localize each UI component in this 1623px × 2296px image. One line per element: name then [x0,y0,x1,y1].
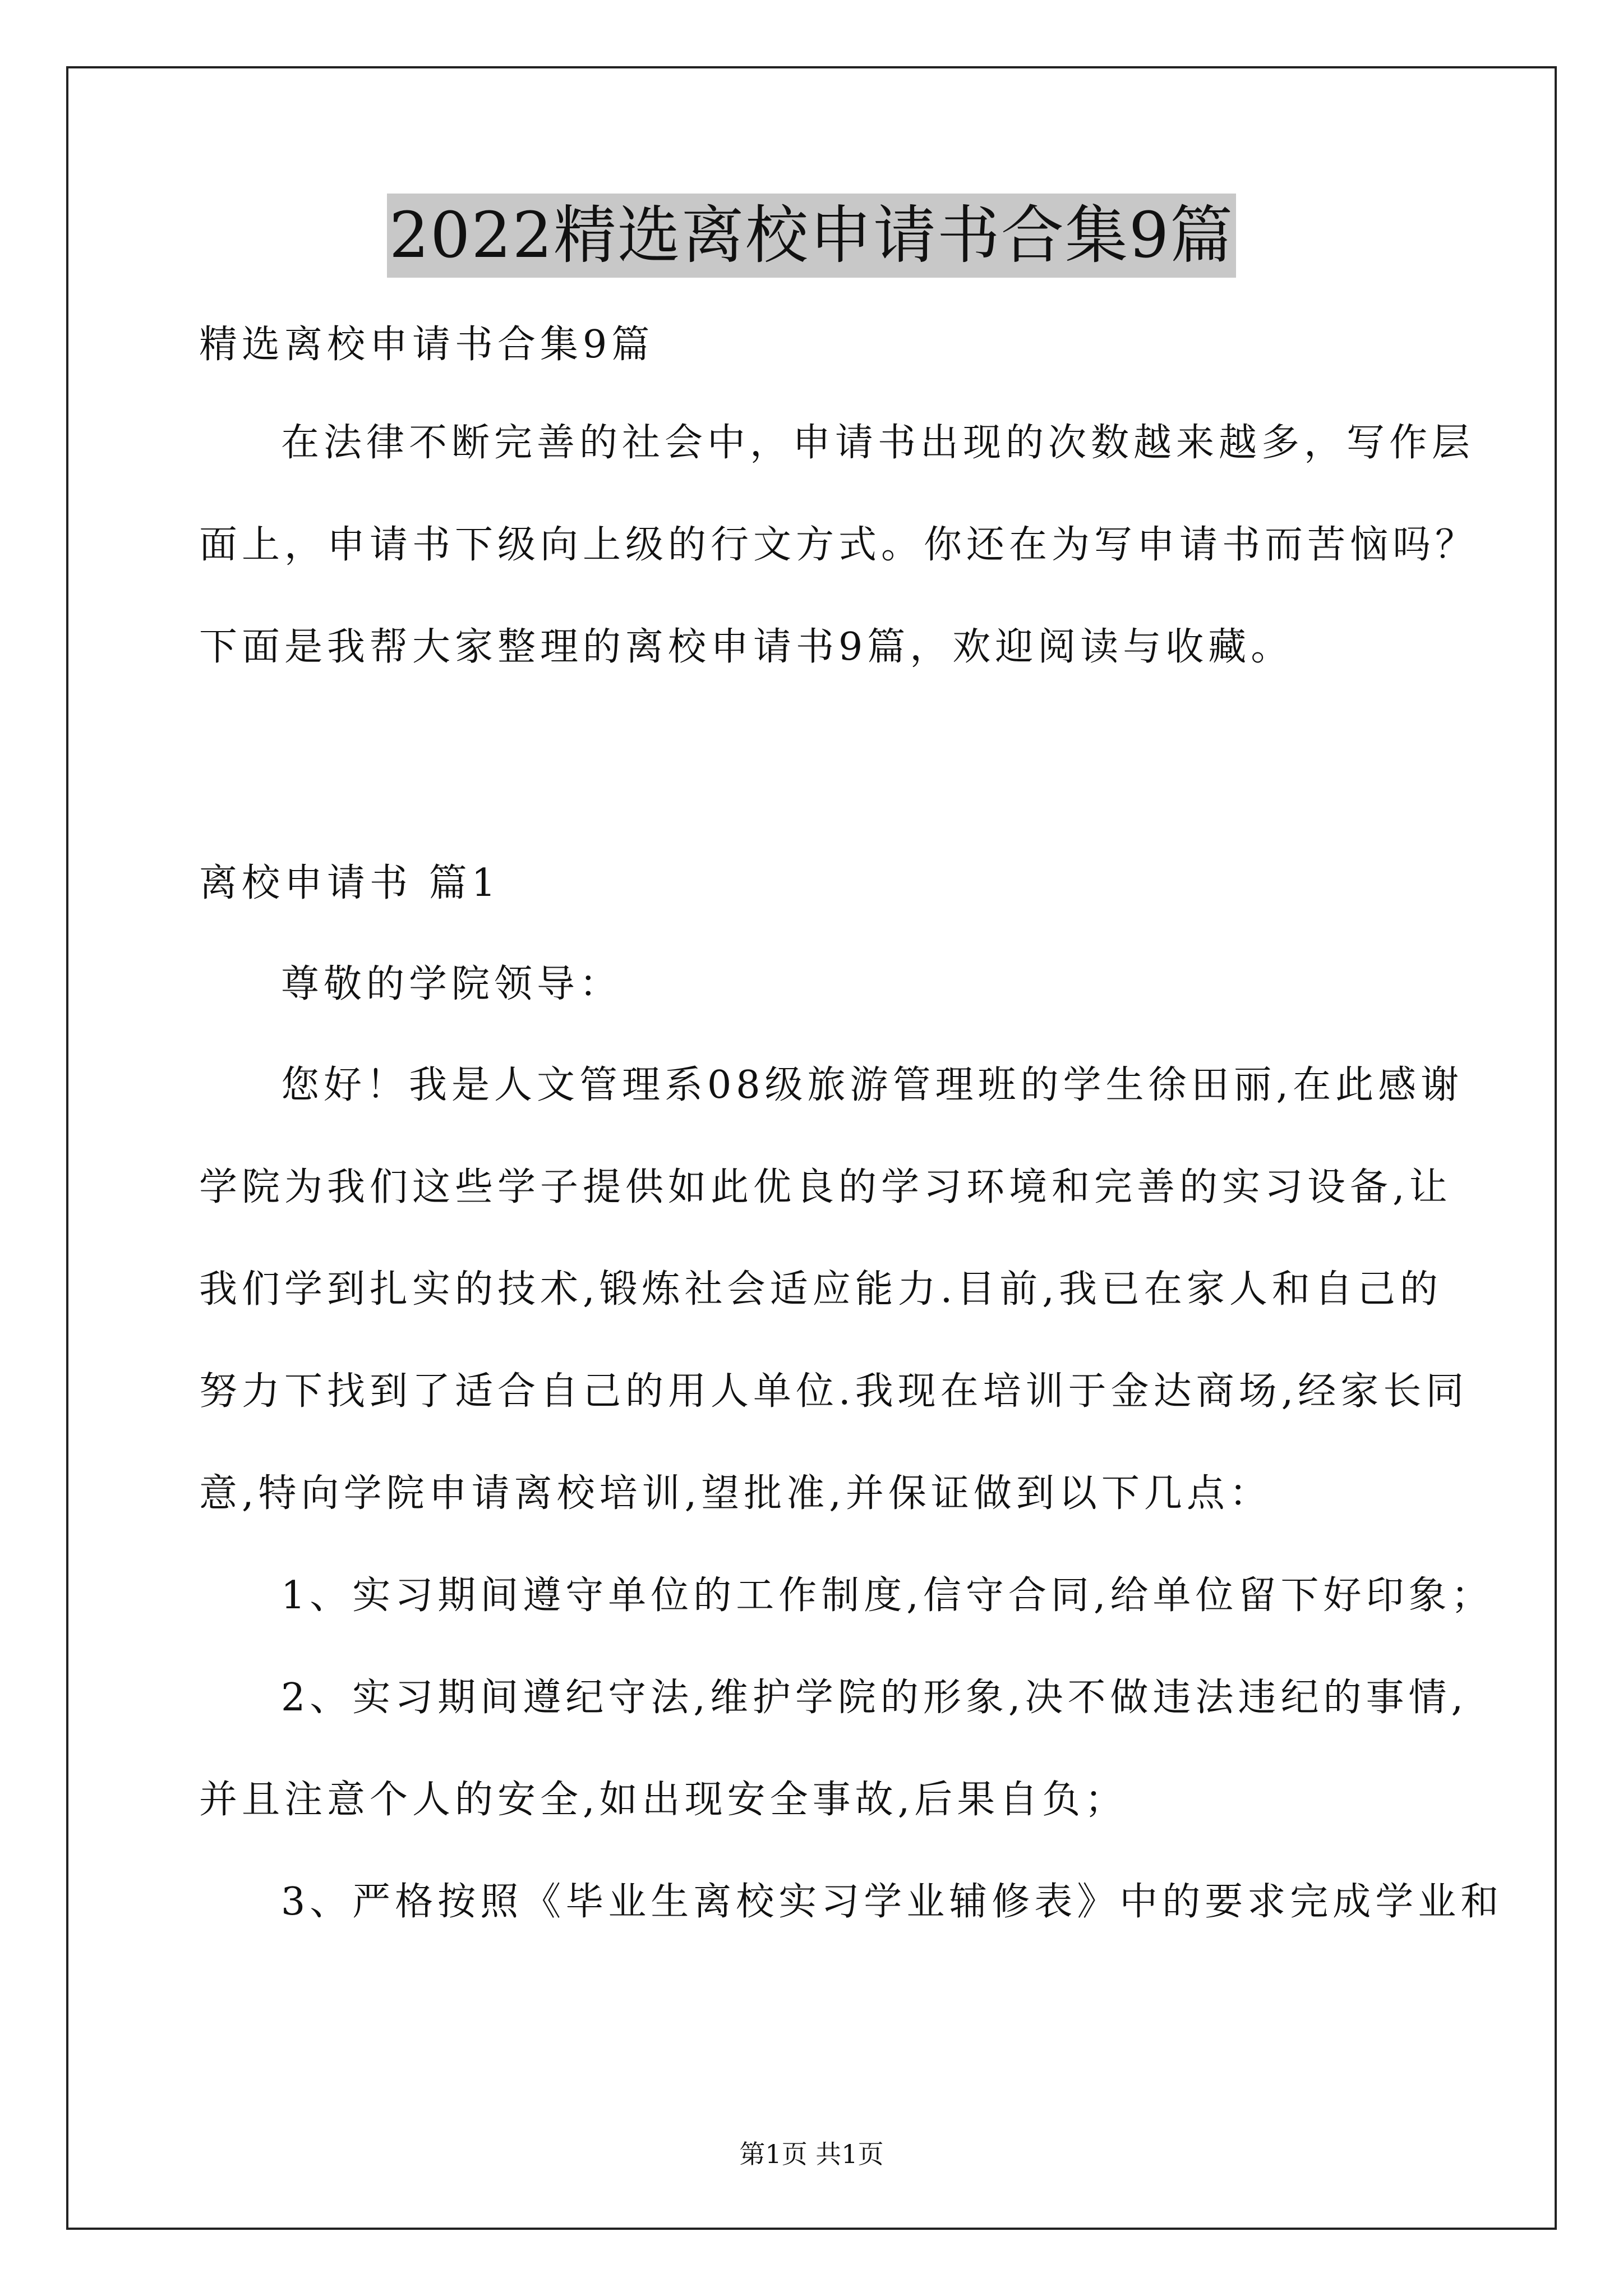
subtitle: 精选离校申请书合集9篇 [199,323,654,367]
page-footer: 第1页 共1页 [739,2139,884,2169]
salutation: 尊敬的学院领导： [281,962,623,1006]
body-line: 努力下找到了适合自己的用人单位.我现在培训于金达商场,经家长同 [199,1369,1469,1414]
document-title: 2022精选离校申请书合集9篇 [387,194,1236,278]
body-line: 意,特向学院申请离校培训,望批准,并保证做到以下几点： [199,1471,1272,1516]
section-heading: 离校申请书 篇1 [199,861,500,905]
point-line: 并且注意个人的安全,如出现安全事故,后果自负； [199,1778,1128,1822]
intro-line: 在法律不断完善的社会中，申请书出现的次数越来越多，写作层 [281,421,1475,465]
intro-line: 面上，申请书下级向上级的行文方式。你还在为写申请书而苦恼吗？ [199,523,1478,567]
point-line: 3、严格按照《毕业生离校实习学业辅修表》中的要求完成学业和 [281,1880,1504,1924]
intro-line: 下面是我帮大家整理的离校申请书9篇，欢迎阅读与收藏。 [199,625,1294,669]
point-line: 1、实习期间遵守单位的工作制度,信守合同,给单位留下好印象； [281,1573,1494,1618]
body-line: 我们学到扎实的技术,锻炼社会适应能力.目前,我已在家人和自己的 [199,1267,1442,1312]
body-line: 学院为我们这些学子提供如此优良的学习环境和完善的实习设备,让 [199,1165,1452,1209]
point-line: 2、实习期间遵纪守法,维护学院的形象,决不做违法违纪的事情, [281,1676,1468,1720]
body-line: 您好！我是人文管理系08级旅游管理班的学生徐田丽,在此感谢 [281,1063,1464,1107]
title-container [0,194,1623,278]
